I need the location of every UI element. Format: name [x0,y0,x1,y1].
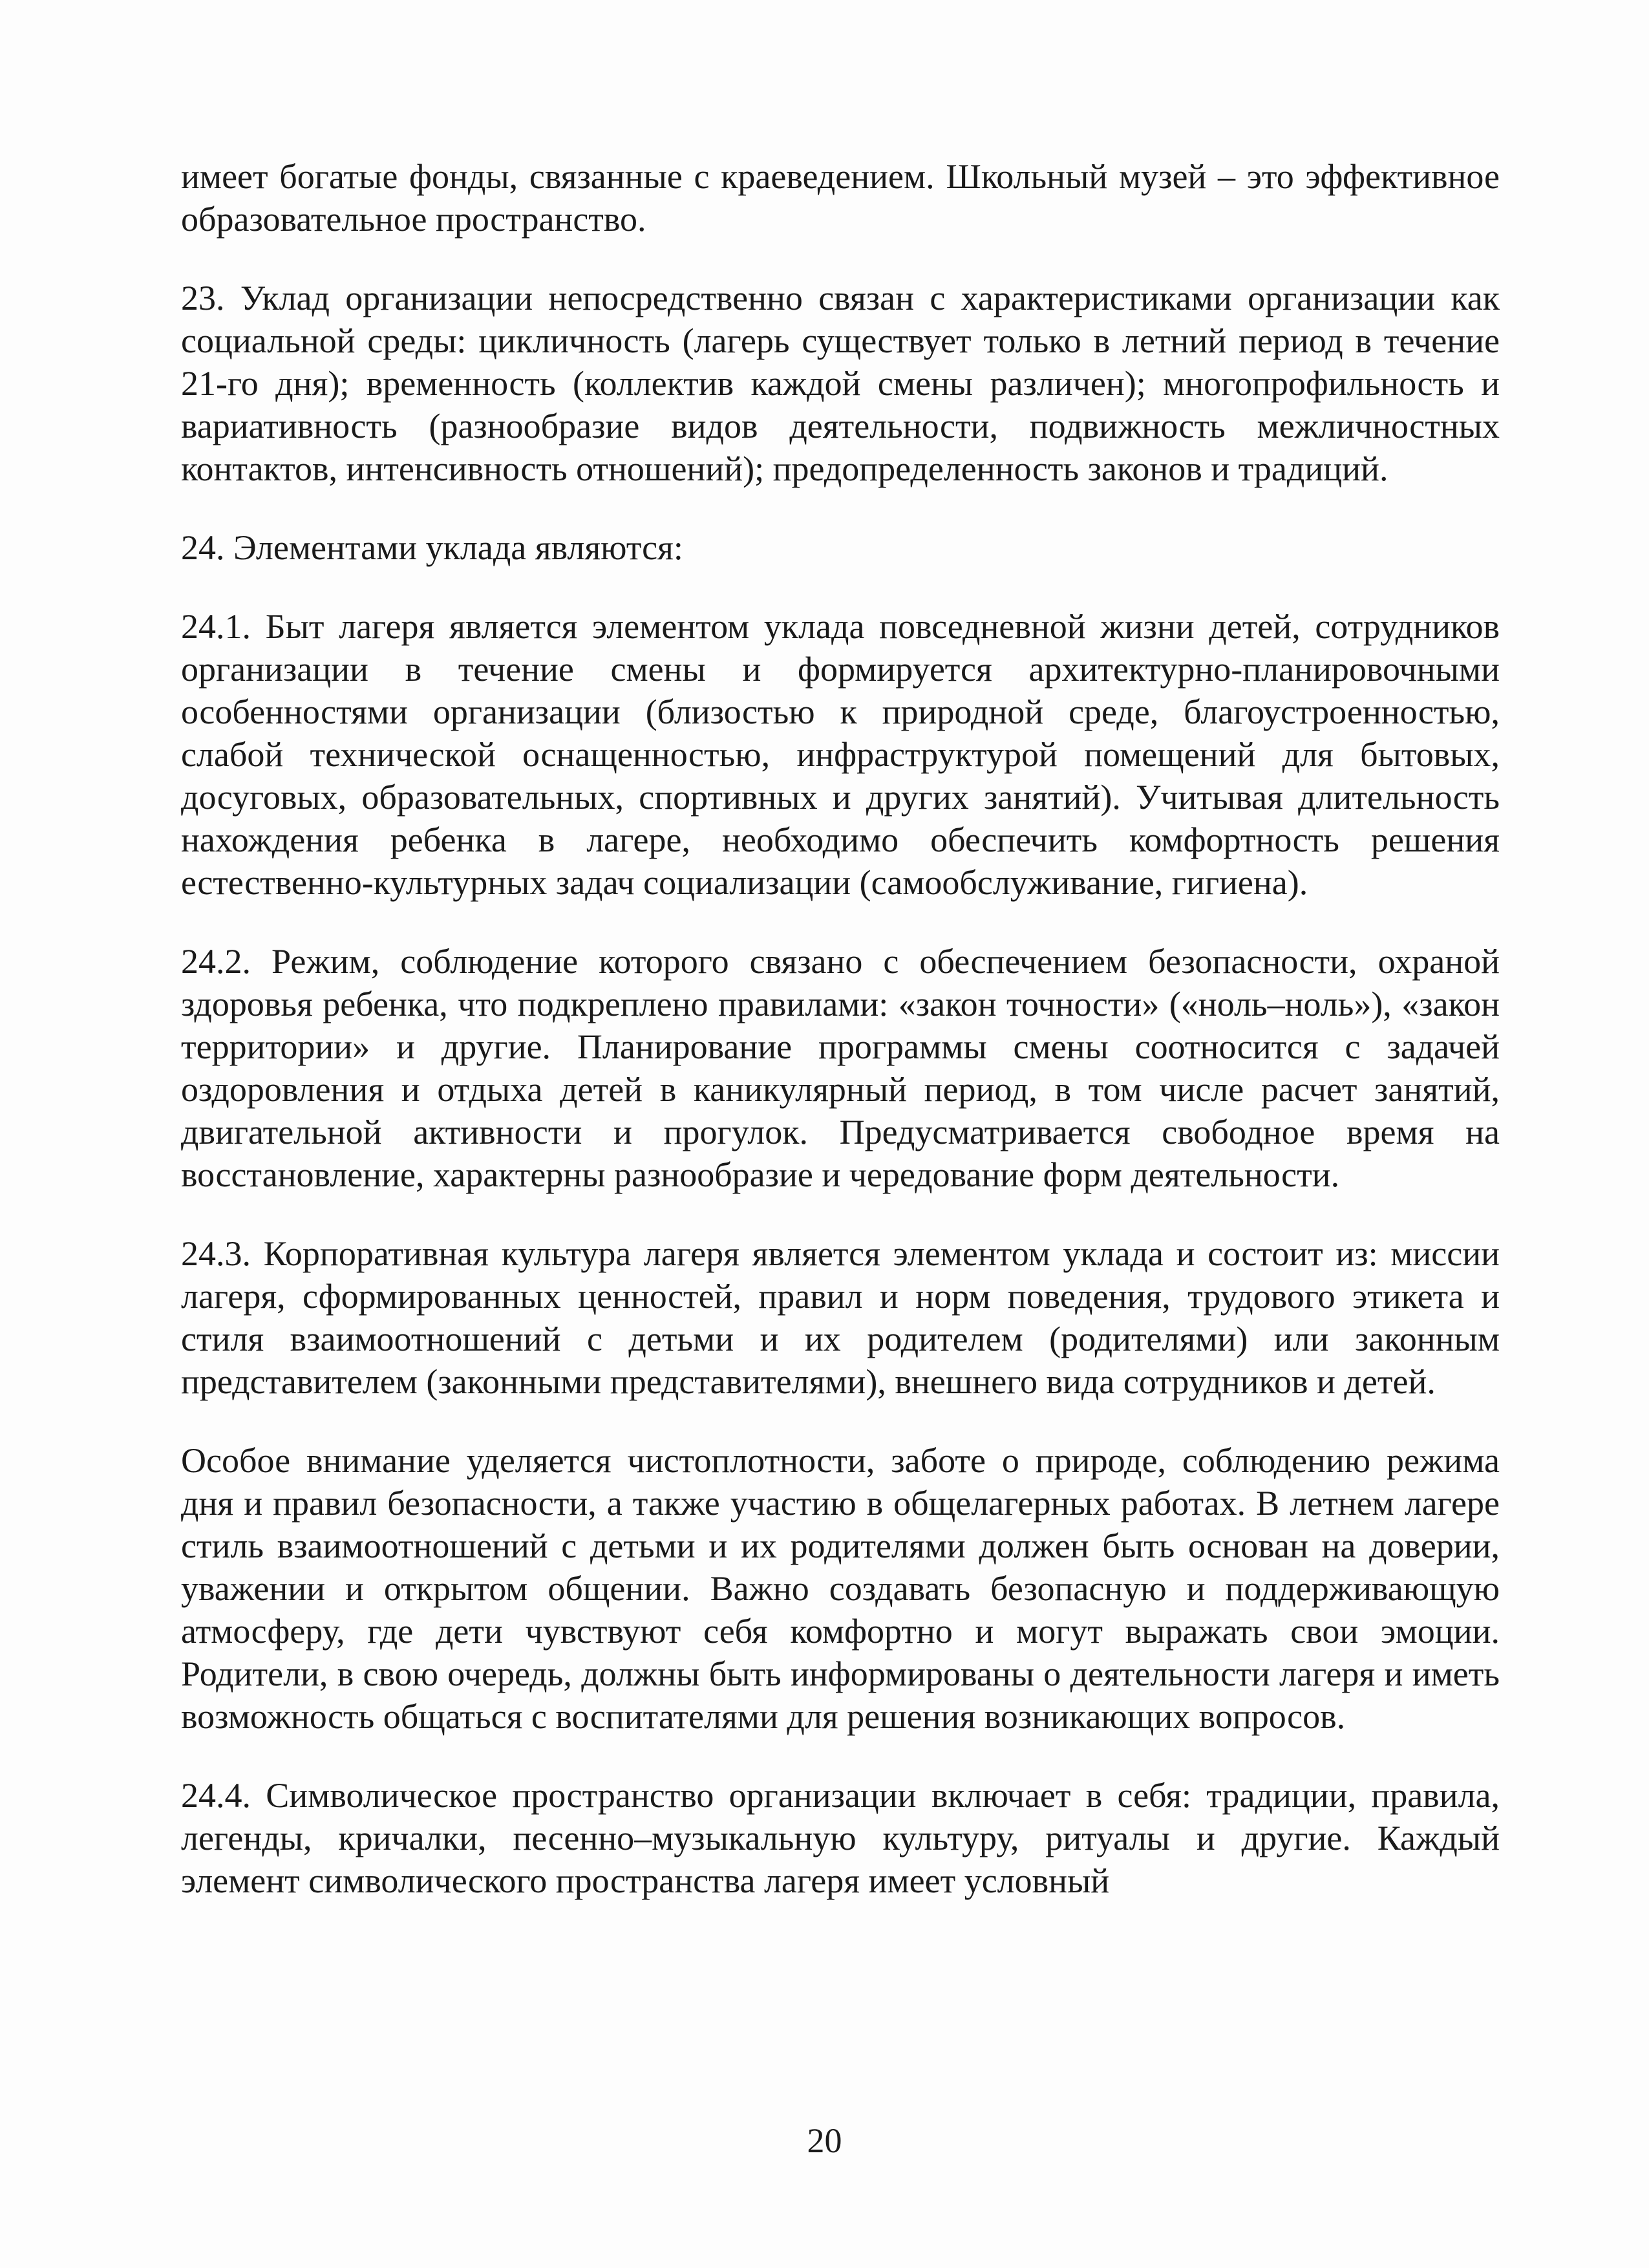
paragraph-continuation: имеет богатые фонды, связанные с краеведением. Школьный музей – это эффективное образовательное пространство. [181,157,1500,239]
paragraph-24-2: 24.2. Режим, соблюдение которого связано с обеспечением безопасности, охраной здоровья ребенка, что подкреплено правилами: «закон точности» («ноль–ноль»), «закон территории» и другие. Планирование программы смены соотносится с задачей оздоровления и отдыха детей в каникулярный период, в том числе расчет занятий, двигательной активности и прогулок. Предусматривается свободное время на восстановление, характерны разнообразие и чередование форм деятельности. [181,942,1500,1194]
paragraph-24-4: 24.4. Символическое пространство организации включает в себя: традиции, правила, легенды, кричалки, песенно–музыкальную культуру, ритуалы и другие. Каждый элемент символического пространства лагеря имеет условный [181,1776,1500,1900]
paragraph-24-3: 24.3. Корпоративная культура лагеря является элементом уклада и состоит из: миссии лагеря, сформированных ценностей, правил и норм поведения, трудового этикета и стиля взаимоотношений с детьми и их родителем (родителями) или законным представителем (законными представителями), внешнего вида сотрудников и детей. [181,1234,1500,1401]
paragraph-special-attention: Особое внимание уделяется чистоплотности, заботе о природе, соблюдению режима дня и правил безопасности, а также участию в общелагерных работах. В летнем лагере стиль взаимоотношений с детьми и их родителями должен быть основан на доверии, уважении и открытом общении. Важно создавать безопасную и поддерживающую атмосферу, где дети чувствуют себя комфортно и могут выражать свои эмоции. Родители, в свою очередь, должны быть информированы о деятельности лагеря и иметь возможность общаться с воспитателями для решения возникающих вопросов. [181,1441,1500,1736]
paragraph-23: 23. Уклад организации непосредственно связан с характеристиками организации как социальной среды: цикличность (лагерь существует только в летний период в течение 21-го дня); временность (коллектив каждой смены различен); многопрофильность и вариативность (разнообразие видов деятельности, подвижность межличностных контактов, интенсивность отношений); предопределенность законов и традиций. [181,279,1500,488]
paragraph-24: 24. Элементами уклада являются: [181,528,683,567]
document-body [181,155,1500,1938]
paragraph-24-1: 24.1. Быт лагеря является элементом уклада повседневной жизни детей, сотрудников организации в течение смены и формируется архитектурно-планировочными особенностями организации (близостью к природной среде, благоустроенностью, слабой технической оснащенностью, инфраструктурой помещений для бытовых, досуговых, образовательных, спортивных и других занятий). Учитывая длительность нахождения ребенка в лагере, необходимо обеспечить комфортность решения естественно-культурных задач социализации (самообслуживание, гигиена). [181,607,1500,902]
page-number: 20 [807,2121,842,2160]
